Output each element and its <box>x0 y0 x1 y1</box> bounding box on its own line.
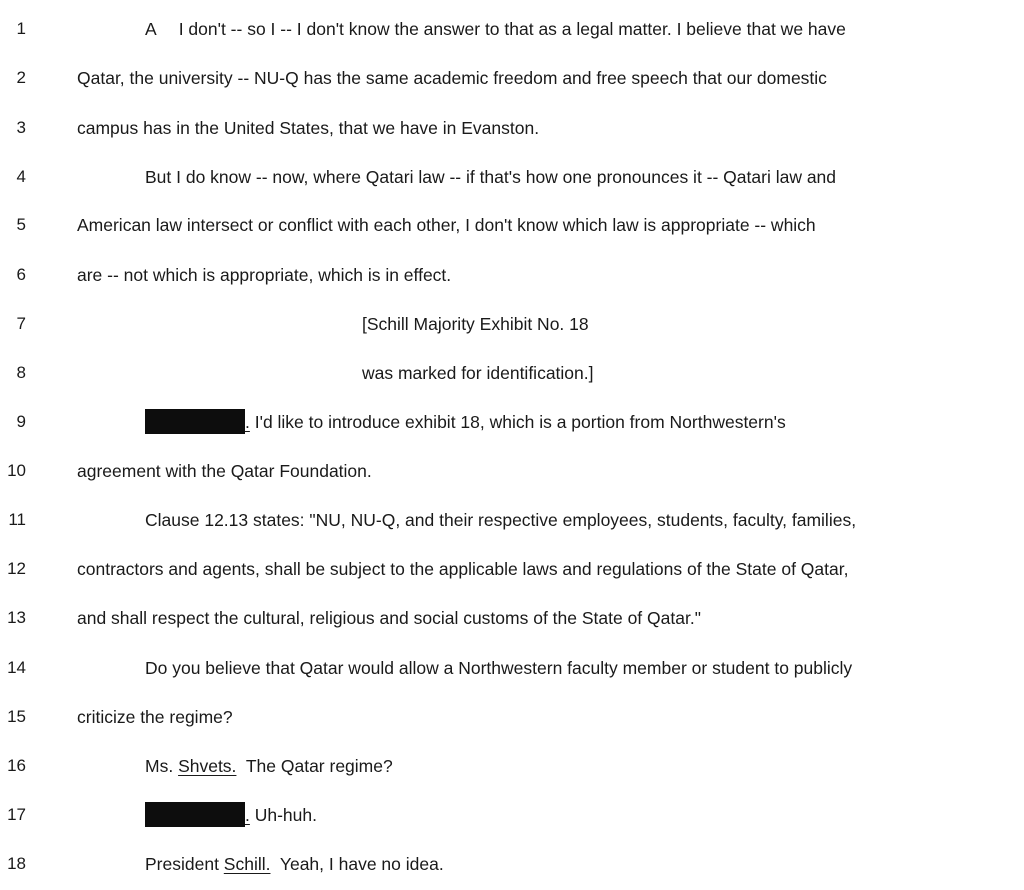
transcript-line <box>0 260 1024 290</box>
speaker-title: President <box>145 854 224 874</box>
line-number: 17 <box>7 805 26 824</box>
transcript-line <box>0 505 1024 535</box>
transcript-line <box>0 603 1024 633</box>
line-text <box>145 849 444 879</box>
line-number: 7 <box>16 314 26 333</box>
speaker-text: I'd like to introduce exhibit 18, which is a portion from Northwestern's <box>249 412 786 432</box>
line-number: 10 <box>7 461 26 480</box>
line-number: 15 <box>7 707 26 726</box>
line-number: 12 <box>7 559 26 578</box>
line-text: Qatar, the university -- NU-Q has the same academic freedom and free speech that our domestic <box>77 68 827 88</box>
line-number: 3 <box>16 118 26 137</box>
line-text: and shall respect the cultural, religious and social customs of the State of Qatar." <box>77 608 701 628</box>
transcript-line <box>0 358 1024 388</box>
line-number: 14 <box>7 658 26 677</box>
transcript-line <box>0 63 1024 93</box>
transcript-line <box>0 309 1024 339</box>
line-number: 2 <box>16 68 26 87</box>
answer-label: A <box>145 19 157 39</box>
transcript-line <box>0 702 1024 732</box>
transcript-line <box>0 113 1024 143</box>
speaker-mark: . <box>245 412 250 432</box>
line-text <box>145 407 786 437</box>
line-number: 16 <box>7 756 26 775</box>
speaker-text: The Qatar regime? <box>236 756 393 776</box>
speaker-name: Shvets. <box>178 756 237 776</box>
speaker-mark: . <box>245 805 250 825</box>
line-text <box>145 751 393 781</box>
transcript-line <box>0 407 1024 437</box>
exhibit-note: was marked for identification.] <box>362 363 594 383</box>
redacted-name <box>145 802 245 827</box>
transcript-line <box>0 800 1024 830</box>
line-text <box>145 800 317 830</box>
line-text: Clause 12.13 states: "NU, NU-Q, and their respective employees, students, faculty, families, <box>145 510 857 530</box>
transcript-line <box>0 653 1024 683</box>
line-text: agreement with the Qatar Foundation. <box>77 461 372 481</box>
transcript-line <box>0 210 1024 240</box>
line-number: 8 <box>16 363 26 382</box>
speaker-text: Uh-huh. <box>249 805 317 825</box>
transcript-line <box>0 751 1024 781</box>
line-number: 6 <box>16 265 26 284</box>
line-number: 5 <box>16 215 26 234</box>
line-number: 11 <box>8 510 26 529</box>
exhibit-note: [Schill Majority Exhibit No. 18 <box>362 314 589 334</box>
transcript-line <box>0 456 1024 486</box>
line-text: American law intersect or conflict with each other, I don't know which law is appropriate -- which <box>77 215 816 235</box>
line-number: 1 <box>16 19 26 38</box>
line-text: But I do know -- now, where Qatari law -- if that's how one pronounces it -- Qatari law and <box>145 167 837 187</box>
transcript-line <box>0 554 1024 584</box>
line-text: criticize the regime? <box>77 707 233 727</box>
speaker-name: Schill. <box>223 854 271 874</box>
speaker-text: Yeah, I have no idea. <box>270 854 444 874</box>
line-text: are -- not which is appropriate, which is in effect. <box>77 265 452 285</box>
line-number: 13 <box>7 608 26 627</box>
transcript-line <box>0 849 1024 879</box>
line-text: campus has in the United States, that we have in Evanston. <box>77 118 540 138</box>
line-text: Do you believe that Qatar would allow a Northwestern faculty member or student to publicly <box>145 658 853 678</box>
line-number: 18 <box>7 854 26 873</box>
line-number: 9 <box>16 412 26 431</box>
transcript-line <box>0 162 1024 192</box>
transcript-line <box>0 14 1024 44</box>
line-text <box>145 14 846 44</box>
speaker-title: Ms. <box>145 756 179 776</box>
redacted-name <box>145 409 245 434</box>
line-text: contractors and agents, shall be subject to the applicable laws and regulations of the State of Qatar, <box>77 559 849 579</box>
line-number: 4 <box>16 167 26 186</box>
answer-text: I don't -- so I -- I don't know the answer to that as a legal matter. I believe that we have <box>178 19 846 39</box>
